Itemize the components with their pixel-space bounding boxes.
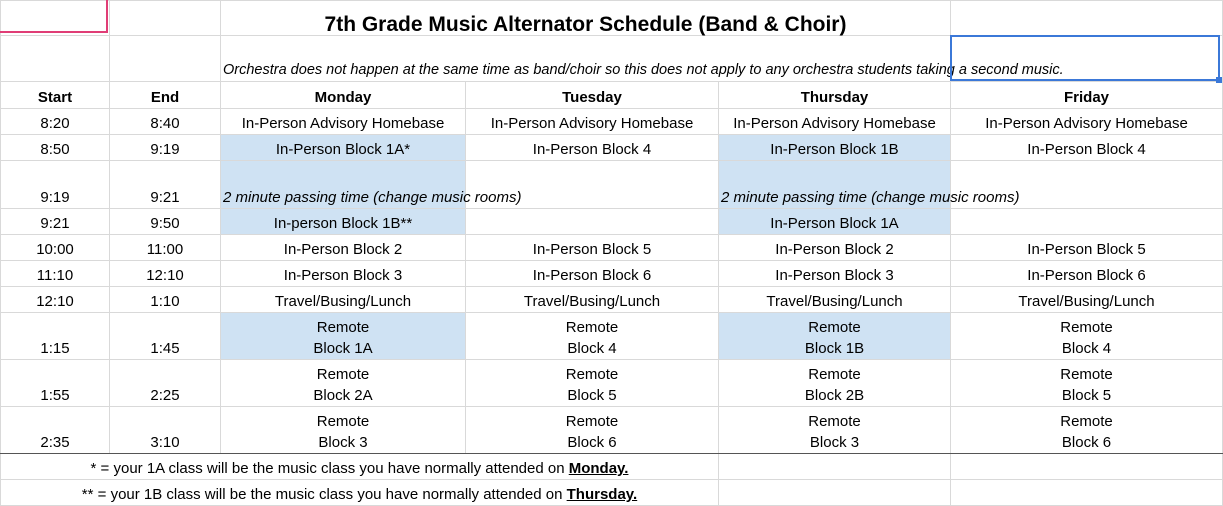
footnote-monday[interactable] xyxy=(1,454,719,480)
monday-cell[interactable]: In-Person Block 3 xyxy=(221,261,466,287)
end-cell[interactable]: 1:10 xyxy=(110,287,221,313)
footnote-day: Monday. xyxy=(568,460,629,477)
table-row xyxy=(1,261,1223,287)
monday-cell[interactable]: In-Person Block 2 xyxy=(221,235,466,261)
thursday-cell[interactable]: Travel/Busing/Lunch xyxy=(719,287,951,313)
friday-cell[interactable]: In-Person Block 5 xyxy=(951,235,1223,261)
sheet-title[interactable]: 7th Grade Music Alternator Schedule (Band & Choir) xyxy=(221,1,951,36)
friday-cell[interactable] xyxy=(951,407,1223,454)
table-row xyxy=(1,313,1223,360)
tuesday-cell[interactable] xyxy=(466,209,719,235)
start-cell[interactable]: 1:55 xyxy=(1,360,110,407)
cell-line: Remote xyxy=(565,413,619,430)
cell-line: Block 1B xyxy=(804,340,865,357)
tuesday-cell[interactable]: In-Person Block 5 xyxy=(466,235,719,261)
header-tuesday[interactable]: Tuesday xyxy=(466,82,719,109)
cell-line: Remote xyxy=(316,366,370,383)
cell-line: Block 1A xyxy=(313,340,373,357)
start-cell[interactable]: 1:15 xyxy=(1,313,110,360)
tuesday-cell[interactable]: In-Person Block 4 xyxy=(466,135,719,161)
header-end[interactable]: End xyxy=(110,82,221,109)
start-cell[interactable]: 9:21 xyxy=(1,209,110,235)
monday-cell[interactable] xyxy=(221,360,466,407)
end-cell[interactable]: 3:10 xyxy=(110,407,221,454)
start-cell[interactable]: 8:50 xyxy=(1,135,110,161)
end-cell[interactable]: 12:10 xyxy=(110,261,221,287)
table-row xyxy=(1,360,1223,407)
table-row xyxy=(1,135,1223,161)
cell-e-fn2[interactable] xyxy=(719,480,951,506)
fill-handle[interactable] xyxy=(1216,77,1222,83)
tuesday-cell[interactable]: In-Person Advisory Homebase xyxy=(466,109,719,135)
cell-b1[interactable] xyxy=(110,1,221,36)
footnote-text: ** = your 1B class will be the music class you have normally attended on xyxy=(81,486,567,503)
header-start[interactable]: Start xyxy=(1,82,110,109)
cell-line: Remote xyxy=(565,319,619,336)
footnote-text: * = your 1A class will be the music class you have normally attended on xyxy=(90,460,569,477)
cell-line: Remote xyxy=(808,413,861,430)
thursday-cell[interactable]: In-Person Block 2 xyxy=(719,235,951,261)
selected-cell[interactable] xyxy=(950,35,1220,81)
active-cell-marker xyxy=(0,0,108,33)
cell-line: Remote xyxy=(1060,366,1113,383)
table-row xyxy=(1,209,1223,235)
monday-cell[interactable] xyxy=(221,313,466,360)
friday-cell[interactable] xyxy=(951,313,1223,360)
cell-line: Remote xyxy=(316,413,370,430)
cell-e-fn1[interactable] xyxy=(719,454,951,480)
cell-line: Remote xyxy=(808,366,861,383)
start-cell[interactable]: 10:00 xyxy=(1,235,110,261)
monday-cell[interactable]: In-Person Advisory Homebase xyxy=(221,109,466,135)
friday-cell[interactable]: In-Person Block 6 xyxy=(951,261,1223,287)
cell-line: Block 6 xyxy=(567,434,617,451)
thursday-cell[interactable] xyxy=(719,313,951,360)
cell-a2[interactable] xyxy=(1,36,110,82)
tuesday-cell[interactable] xyxy=(466,313,719,360)
thursday-cell[interactable] xyxy=(719,360,951,407)
friday-cell[interactable]: In-Person Block 4 xyxy=(951,135,1223,161)
cell-f-fn2[interactable] xyxy=(951,480,1223,506)
table-row xyxy=(1,407,1223,454)
thursday-cell[interactable]: 2 minute passing time (change music rooms) xyxy=(719,161,951,209)
cell-line: Block 2A xyxy=(313,387,373,404)
start-cell[interactable]: 8:20 xyxy=(1,109,110,135)
end-cell[interactable]: 9:50 xyxy=(110,209,221,235)
start-cell[interactable]: 9:19 xyxy=(1,161,110,209)
footnote-thursday[interactable] xyxy=(1,480,719,506)
header-monday[interactable]: Monday xyxy=(221,82,466,109)
cell-line: Block 4 xyxy=(1061,340,1112,357)
cell-line: Remote xyxy=(808,319,861,336)
monday-cell[interactable]: In-person Block 1B** xyxy=(221,209,466,235)
sheet-subtitle[interactable]: Orchestra does not happen at the same time as band/choir so this does not apply to any orchestra students taking a second music. xyxy=(221,36,951,82)
cell-f-fn1[interactable] xyxy=(951,454,1223,480)
thursday-cell[interactable] xyxy=(719,407,951,454)
cell-line: Block 3 xyxy=(809,434,860,451)
cell-line: Remote xyxy=(1060,413,1113,430)
thursday-cell[interactable]: In-Person Block 1B xyxy=(719,135,951,161)
thursday-cell[interactable]: In-Person Block 1A xyxy=(719,209,951,235)
end-cell[interactable]: 11:00 xyxy=(110,235,221,261)
end-cell[interactable]: 8:40 xyxy=(110,109,221,135)
cell-line: Block 3 xyxy=(318,434,368,451)
cell-line: Remote xyxy=(316,319,370,336)
end-cell[interactable]: 1:45 xyxy=(110,313,221,360)
end-cell[interactable]: 9:19 xyxy=(110,135,221,161)
friday-cell[interactable] xyxy=(951,360,1223,407)
cell-line: Block 5 xyxy=(567,387,617,404)
cell-b2[interactable] xyxy=(110,36,221,82)
table-row xyxy=(1,287,1223,313)
header-thursday[interactable]: Thursday xyxy=(719,82,951,109)
table-row xyxy=(1,109,1223,135)
table-row xyxy=(1,161,1223,209)
start-cell[interactable]: 12:10 xyxy=(1,287,110,313)
cell-line: Block 4 xyxy=(567,340,617,357)
tuesday-cell[interactable] xyxy=(466,407,719,454)
header-friday[interactable]: Friday xyxy=(951,82,1223,109)
table-row xyxy=(1,235,1223,261)
monday-cell[interactable] xyxy=(221,407,466,454)
thursday-cell[interactable]: In-Person Advisory Homebase xyxy=(719,109,951,135)
cell-line: Block 2B xyxy=(804,387,865,404)
friday-cell[interactable] xyxy=(951,209,1223,235)
monday-cell[interactable]: 2 minute passing time (change music rooms) xyxy=(221,161,466,209)
end-cell[interactable]: 9:21 xyxy=(110,161,221,209)
cell-line: Remote xyxy=(1060,319,1113,336)
cell-line: Remote xyxy=(565,366,619,383)
tuesday-cell[interactable] xyxy=(466,360,719,407)
tuesday-cell[interactable]: Travel/Busing/Lunch xyxy=(466,287,719,313)
tuesday-cell[interactable]: In-Person Block 6 xyxy=(466,261,719,287)
start-cell[interactable]: 11:10 xyxy=(1,261,110,287)
cell-f1[interactable] xyxy=(951,1,1223,36)
monday-cell[interactable]: Travel/Busing/Lunch xyxy=(221,287,466,313)
footnote-day: Thursday. xyxy=(566,486,638,503)
cell-line: Block 5 xyxy=(1061,387,1112,404)
friday-cell[interactable]: In-Person Advisory Homebase xyxy=(951,109,1223,135)
end-cell[interactable]: 2:25 xyxy=(110,360,221,407)
monday-cell[interactable]: In-Person Block 1A* xyxy=(221,135,466,161)
start-cell[interactable]: 2:35 xyxy=(1,407,110,454)
cell-line: Block 6 xyxy=(1061,434,1112,451)
thursday-cell[interactable]: In-Person Block 3 xyxy=(719,261,951,287)
friday-cell[interactable]: Travel/Busing/Lunch xyxy=(951,287,1223,313)
